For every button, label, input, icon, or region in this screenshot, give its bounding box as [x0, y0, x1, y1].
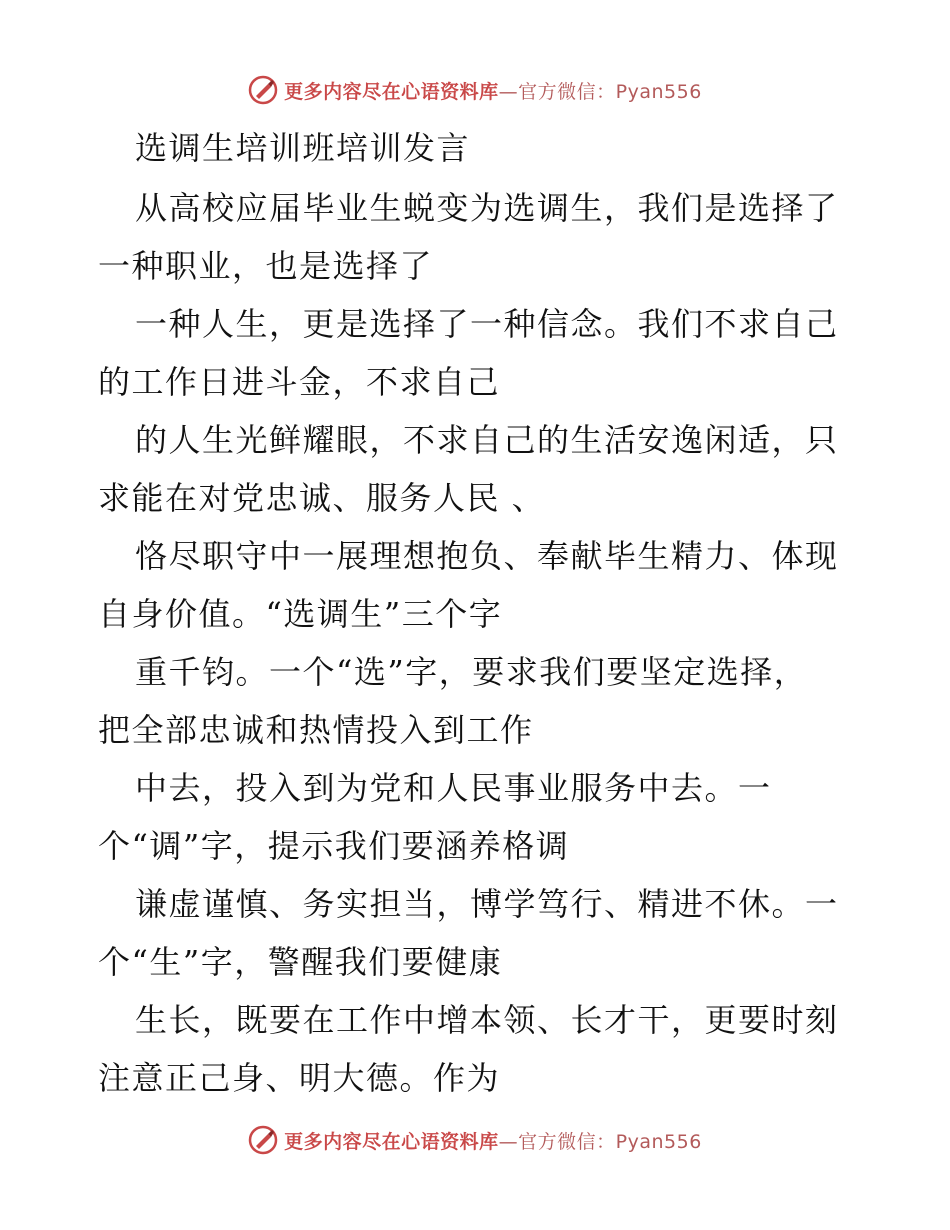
- header-dash: —: [498, 80, 519, 103]
- header-watermark: [0, 70, 950, 110]
- text-line: 恪尽职守中一展理想抱负、奉献毕生精力、体现: [135, 537, 839, 575]
- text-line: 个“调”字，提示我们要涵养格调: [98, 827, 570, 865]
- text-line: 一种人生，更是选择了一种信念。我们不求自己: [135, 305, 839, 343]
- text-line: 中去，投入到为党和人民事业服务中去。一: [135, 769, 772, 807]
- header-watermark-text: [284, 77, 702, 104]
- footer-brand-text: 更多内容尽在心语资料库: [284, 1130, 499, 1153]
- text-line: 个“生”字，警醒我们要健康: [98, 943, 503, 981]
- text-line: 的工作日进斗金，不求自己: [98, 363, 501, 401]
- quill-logo-icon: [248, 1125, 278, 1155]
- header-contact-text: 官方微信：Pyan556: [518, 80, 702, 103]
- text-line: 自身价值。“选调生”三个字: [98, 595, 503, 633]
- text-line: 谦虚谨慎、务实担当，博学笃行、精进不休。一: [135, 885, 839, 923]
- text-line: 重千钧。一个“选”字，要求我们要坚定选择，: [135, 653, 808, 691]
- text-line: 一种职业，也是选择了: [98, 247, 434, 285]
- footer-contact-text: 官方微信：Pyan556: [518, 1130, 702, 1153]
- quill-logo-icon: [248, 75, 278, 105]
- header-brand-text: 更多内容尽在心语资料库: [284, 80, 499, 103]
- footer-watermark: [0, 1120, 950, 1160]
- text-line: 生长，既要在工作中增本领、长才干，更要时刻: [135, 1001, 839, 1039]
- text-line: 注意正己身、明大德。作为: [98, 1059, 501, 1097]
- footer-dash: —: [498, 1130, 519, 1153]
- text-line: 把全部忠诚和热情投入到工作: [98, 711, 534, 749]
- footer-watermark-text: [284, 1127, 702, 1154]
- document-title: 选调生培训班培训发言: [135, 129, 471, 167]
- text-line: 从高校应届毕业生蜕变为选调生，我们是选择了: [135, 189, 839, 227]
- text-line: 求能在对党忠诚、服务人民 、: [98, 479, 546, 517]
- text-line: 的人生光鲜耀眼，不求自己的生活安逸闲适，只: [135, 421, 839, 459]
